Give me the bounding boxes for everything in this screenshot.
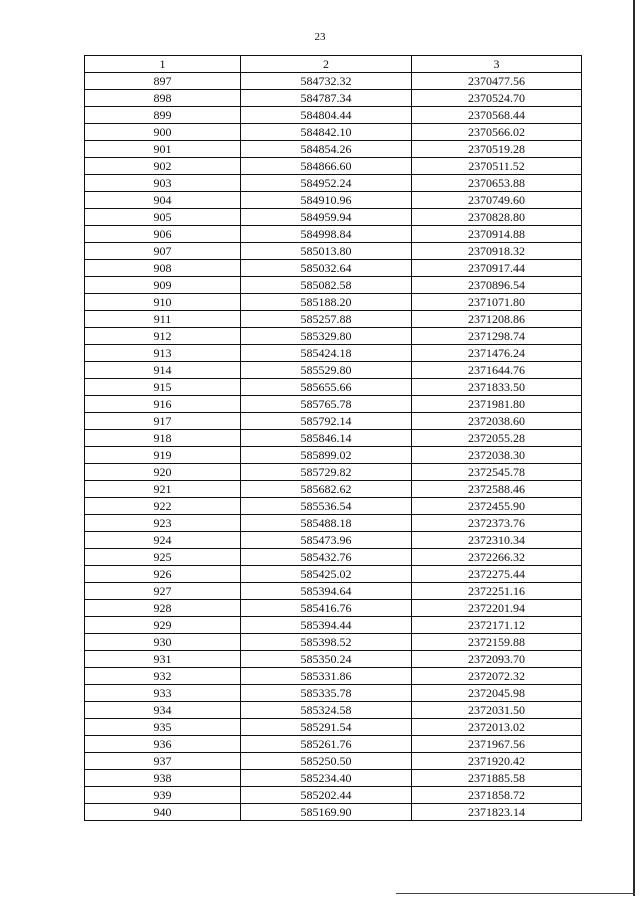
point-number-cell: 897 bbox=[85, 73, 241, 90]
point-number-cell: 912 bbox=[85, 328, 241, 345]
table-row bbox=[85, 651, 582, 668]
x-coordinate-cell: 585329.80 bbox=[241, 328, 412, 345]
x-coordinate-cell: 585846.14 bbox=[241, 430, 412, 447]
table-row bbox=[85, 107, 582, 124]
x-coordinate-cell: 584804.44 bbox=[241, 107, 412, 124]
x-coordinate-cell: 585655.66 bbox=[241, 379, 412, 396]
point-number-cell: 903 bbox=[85, 175, 241, 192]
point-number-cell: 906 bbox=[85, 226, 241, 243]
point-number-cell: 932 bbox=[85, 668, 241, 685]
y-coordinate-cell: 2371476.24 bbox=[412, 345, 582, 362]
x-coordinate-cell: 585473.96 bbox=[241, 532, 412, 549]
point-number-cell: 904 bbox=[85, 192, 241, 209]
x-coordinate-cell: 584732.32 bbox=[241, 73, 412, 90]
x-coordinate-cell: 585425.02 bbox=[241, 566, 412, 583]
y-coordinate-cell: 2371981.80 bbox=[412, 396, 582, 413]
table-row bbox=[85, 770, 582, 787]
x-coordinate-cell: 585394.44 bbox=[241, 617, 412, 634]
table-row bbox=[85, 634, 582, 651]
table-row bbox=[85, 328, 582, 345]
y-coordinate-cell: 2372588.46 bbox=[412, 481, 582, 498]
y-coordinate-cell: 2372013.02 bbox=[412, 719, 582, 736]
table-row bbox=[85, 702, 582, 719]
point-number-cell: 910 bbox=[85, 294, 241, 311]
y-coordinate-cell: 2370519.28 bbox=[412, 141, 582, 158]
x-coordinate-cell: 585350.24 bbox=[241, 651, 412, 668]
table-row bbox=[85, 73, 582, 90]
table-row bbox=[85, 260, 582, 277]
y-coordinate-cell: 2372093.70 bbox=[412, 651, 582, 668]
point-number-cell: 920 bbox=[85, 464, 241, 481]
table-row bbox=[85, 226, 582, 243]
point-number-cell: 937 bbox=[85, 753, 241, 770]
table-row bbox=[85, 243, 582, 260]
x-coordinate-cell: 584952.24 bbox=[241, 175, 412, 192]
y-coordinate-cell: 2370917.44 bbox=[412, 260, 582, 277]
point-number-cell: 915 bbox=[85, 379, 241, 396]
y-coordinate-cell: 2371833.50 bbox=[412, 379, 582, 396]
x-coordinate-cell: 585682.62 bbox=[241, 481, 412, 498]
x-coordinate-cell: 585202.44 bbox=[241, 787, 412, 804]
x-coordinate-cell: 585529.80 bbox=[241, 362, 412, 379]
y-coordinate-cell: 2372038.30 bbox=[412, 447, 582, 464]
coordinates-table bbox=[84, 55, 582, 821]
point-number-cell: 934 bbox=[85, 702, 241, 719]
table-row bbox=[85, 753, 582, 770]
x-coordinate-cell: 585261.76 bbox=[241, 736, 412, 753]
table-row bbox=[85, 362, 582, 379]
table-row bbox=[85, 736, 582, 753]
x-coordinate-cell: 585234.40 bbox=[241, 770, 412, 787]
x-coordinate-cell: 584866.60 bbox=[241, 158, 412, 175]
x-coordinate-cell: 585899.02 bbox=[241, 447, 412, 464]
y-coordinate-cell: 2371967.56 bbox=[412, 736, 582, 753]
y-coordinate-cell: 2371208.86 bbox=[412, 311, 582, 328]
column-header-1: 1 bbox=[85, 56, 241, 73]
point-number-cell: 901 bbox=[85, 141, 241, 158]
table-row bbox=[85, 90, 582, 107]
y-coordinate-cell: 2371298.74 bbox=[412, 328, 582, 345]
y-coordinate-cell: 2370749.60 bbox=[412, 192, 582, 209]
column-header-2: 2 bbox=[241, 56, 412, 73]
x-coordinate-cell: 585082.58 bbox=[241, 277, 412, 294]
y-coordinate-cell: 2372373.76 bbox=[412, 515, 582, 532]
x-coordinate-cell: 585250.50 bbox=[241, 753, 412, 770]
y-coordinate-cell: 2372038.60 bbox=[412, 413, 582, 430]
table-row bbox=[85, 600, 582, 617]
x-coordinate-cell: 585257.88 bbox=[241, 311, 412, 328]
x-coordinate-cell: 585291.54 bbox=[241, 719, 412, 736]
table-row bbox=[85, 192, 582, 209]
point-number-cell: 908 bbox=[85, 260, 241, 277]
x-coordinate-cell: 585169.90 bbox=[241, 804, 412, 821]
y-coordinate-cell: 2370524.70 bbox=[412, 90, 582, 107]
y-coordinate-cell: 2372055.28 bbox=[412, 430, 582, 447]
table-row bbox=[85, 345, 582, 362]
y-coordinate-cell: 2372455.90 bbox=[412, 498, 582, 515]
page-edge-right bbox=[633, 0, 635, 896]
table-row bbox=[85, 447, 582, 464]
point-number-cell: 902 bbox=[85, 158, 241, 175]
x-coordinate-cell: 585394.64 bbox=[241, 583, 412, 600]
table-row bbox=[85, 583, 582, 600]
y-coordinate-cell: 2372031.50 bbox=[412, 702, 582, 719]
table-row bbox=[85, 464, 582, 481]
point-number-cell: 917 bbox=[85, 413, 241, 430]
table-row bbox=[85, 685, 582, 702]
y-coordinate-cell: 2372251.16 bbox=[412, 583, 582, 600]
table-row bbox=[85, 158, 582, 175]
y-coordinate-cell: 2370914.88 bbox=[412, 226, 582, 243]
table-row bbox=[85, 141, 582, 158]
table-row bbox=[85, 209, 582, 226]
point-number-cell: 940 bbox=[85, 804, 241, 821]
x-coordinate-cell: 584787.34 bbox=[241, 90, 412, 107]
point-number-cell: 916 bbox=[85, 396, 241, 413]
x-coordinate-cell: 585324.58 bbox=[241, 702, 412, 719]
table-row bbox=[85, 294, 582, 311]
table-row bbox=[85, 277, 582, 294]
table-row bbox=[85, 175, 582, 192]
x-coordinate-cell: 585416.76 bbox=[241, 600, 412, 617]
table-row bbox=[85, 787, 582, 804]
y-coordinate-cell: 2372275.44 bbox=[412, 566, 582, 583]
y-coordinate-cell: 2372545.78 bbox=[412, 464, 582, 481]
point-number-cell: 900 bbox=[85, 124, 241, 141]
point-number-cell: 921 bbox=[85, 481, 241, 498]
x-coordinate-cell: 585013.80 bbox=[241, 243, 412, 260]
y-coordinate-cell: 2370828.80 bbox=[412, 209, 582, 226]
point-number-cell: 930 bbox=[85, 634, 241, 651]
y-coordinate-cell: 2371071.80 bbox=[412, 294, 582, 311]
x-coordinate-cell: 585398.52 bbox=[241, 634, 412, 651]
y-coordinate-cell: 2371823.14 bbox=[412, 804, 582, 821]
x-coordinate-cell: 585032.64 bbox=[241, 260, 412, 277]
x-coordinate-cell: 585792.14 bbox=[241, 413, 412, 430]
point-number-cell: 918 bbox=[85, 430, 241, 447]
y-coordinate-cell: 2370477.56 bbox=[412, 73, 582, 90]
table-row bbox=[85, 481, 582, 498]
y-coordinate-cell: 2372201.94 bbox=[412, 600, 582, 617]
point-number-cell: 914 bbox=[85, 362, 241, 379]
x-coordinate-cell: 585188.20 bbox=[241, 294, 412, 311]
y-coordinate-cell: 2372159.88 bbox=[412, 634, 582, 651]
table-row bbox=[85, 719, 582, 736]
point-number-cell: 929 bbox=[85, 617, 241, 634]
table-row bbox=[85, 311, 582, 328]
y-coordinate-cell: 2370653.88 bbox=[412, 175, 582, 192]
x-coordinate-cell: 585536.54 bbox=[241, 498, 412, 515]
y-coordinate-cell: 2370896.54 bbox=[412, 277, 582, 294]
point-number-cell: 919 bbox=[85, 447, 241, 464]
table-row bbox=[85, 124, 582, 141]
table-row bbox=[85, 498, 582, 515]
table-row bbox=[85, 413, 582, 430]
point-number-cell: 924 bbox=[85, 532, 241, 549]
point-number-cell: 933 bbox=[85, 685, 241, 702]
point-number-cell: 923 bbox=[85, 515, 241, 532]
point-number-cell: 913 bbox=[85, 345, 241, 362]
x-coordinate-cell: 584854.26 bbox=[241, 141, 412, 158]
x-coordinate-cell: 584842.10 bbox=[241, 124, 412, 141]
y-coordinate-cell: 2370918.32 bbox=[412, 243, 582, 260]
point-number-cell: 925 bbox=[85, 549, 241, 566]
y-coordinate-cell: 2372310.34 bbox=[412, 532, 582, 549]
x-coordinate-cell: 585488.18 bbox=[241, 515, 412, 532]
y-coordinate-cell: 2371858.72 bbox=[412, 787, 582, 804]
point-number-cell: 926 bbox=[85, 566, 241, 583]
y-coordinate-cell: 2370566.02 bbox=[412, 124, 582, 141]
point-number-cell: 922 bbox=[85, 498, 241, 515]
y-coordinate-cell: 2370568.44 bbox=[412, 107, 582, 124]
table-row bbox=[85, 617, 582, 634]
point-number-cell: 931 bbox=[85, 651, 241, 668]
table-row bbox=[85, 396, 582, 413]
x-coordinate-cell: 584998.84 bbox=[241, 226, 412, 243]
point-number-cell: 936 bbox=[85, 736, 241, 753]
point-number-cell: 938 bbox=[85, 770, 241, 787]
table-row bbox=[85, 532, 582, 549]
point-number-cell: 907 bbox=[85, 243, 241, 260]
y-coordinate-cell: 2372266.32 bbox=[412, 549, 582, 566]
x-coordinate-cell: 585729.82 bbox=[241, 464, 412, 481]
page-number: 23 bbox=[314, 31, 326, 43]
point-number-cell: 905 bbox=[85, 209, 241, 226]
y-coordinate-cell: 2372045.98 bbox=[412, 685, 582, 702]
table-row bbox=[85, 515, 582, 532]
y-coordinate-cell: 2371920.42 bbox=[412, 753, 582, 770]
table-header-row bbox=[85, 56, 582, 73]
table-row bbox=[85, 379, 582, 396]
x-coordinate-cell: 585432.76 bbox=[241, 549, 412, 566]
table-row bbox=[85, 668, 582, 685]
x-coordinate-cell: 584959.94 bbox=[241, 209, 412, 226]
x-coordinate-cell: 585335.78 bbox=[241, 685, 412, 702]
column-header-3: 3 bbox=[412, 56, 582, 73]
point-number-cell: 898 bbox=[85, 90, 241, 107]
table-body bbox=[85, 73, 582, 821]
page-edge-bottom bbox=[396, 893, 635, 894]
y-coordinate-cell: 2371885.58 bbox=[412, 770, 582, 787]
point-number-cell: 909 bbox=[85, 277, 241, 294]
table-row bbox=[85, 566, 582, 583]
point-number-cell: 935 bbox=[85, 719, 241, 736]
x-coordinate-cell: 585765.78 bbox=[241, 396, 412, 413]
point-number-cell: 927 bbox=[85, 583, 241, 600]
point-number-cell: 911 bbox=[85, 311, 241, 328]
y-coordinate-cell: 2372072.32 bbox=[412, 668, 582, 685]
point-number-cell: 899 bbox=[85, 107, 241, 124]
y-coordinate-cell: 2370511.52 bbox=[412, 158, 582, 175]
y-coordinate-cell: 2371644.76 bbox=[412, 362, 582, 379]
point-number-cell: 928 bbox=[85, 600, 241, 617]
y-coordinate-cell: 2372171.12 bbox=[412, 617, 582, 634]
x-coordinate-cell: 585424.18 bbox=[241, 345, 412, 362]
table-row bbox=[85, 549, 582, 566]
x-coordinate-cell: 584910.96 bbox=[241, 192, 412, 209]
table-row bbox=[85, 430, 582, 447]
table-row bbox=[85, 804, 582, 821]
point-number-cell: 939 bbox=[85, 787, 241, 804]
x-coordinate-cell: 585331.86 bbox=[241, 668, 412, 685]
